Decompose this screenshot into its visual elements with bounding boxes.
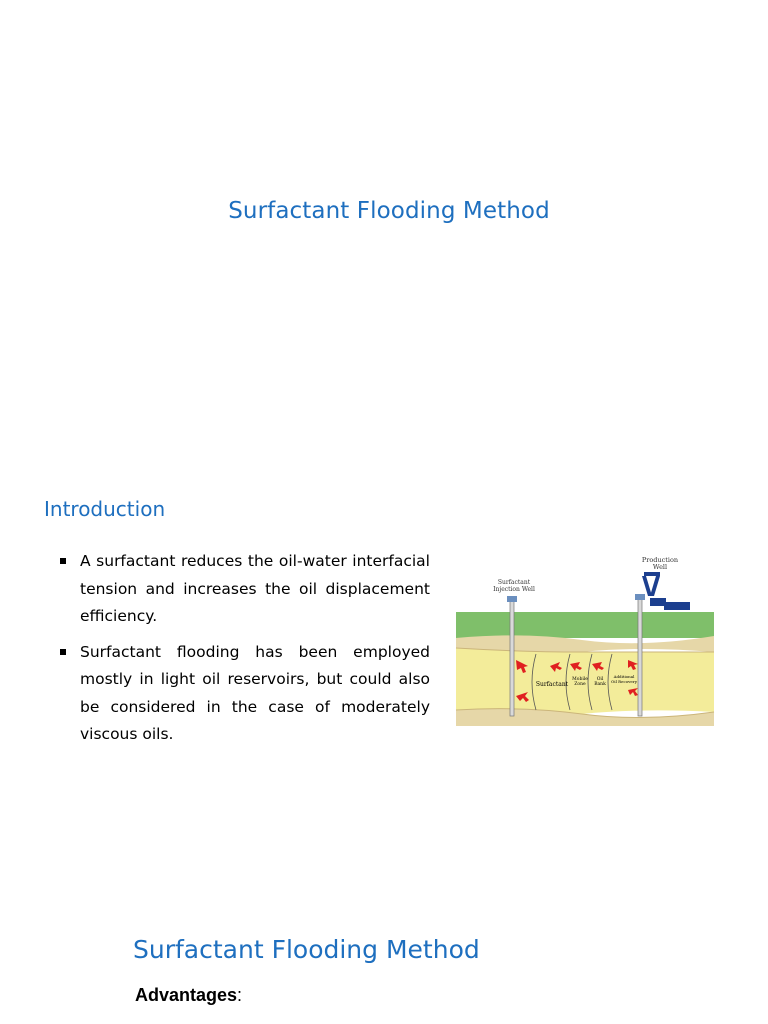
advantages-colon: :: [237, 985, 243, 1005]
square-bullet-icon: [60, 649, 66, 655]
zone-surfactant-label: Surfactant: [535, 681, 569, 688]
injection-wellhead: [507, 596, 517, 602]
square-bullet-icon: [60, 558, 66, 564]
zone-oil-bank-label: Oil Bank: [594, 677, 606, 687]
bullet-item: [58, 548, 430, 631]
section-heading-introduction: Introduction: [44, 497, 166, 521]
injection-well-pipe: [510, 600, 514, 716]
injection-well-label: Surfactant Injection Well: [493, 579, 535, 593]
slide2-title: Surfactant Flooding Method: [133, 935, 480, 964]
surfactant-flooding-diagram: [452, 548, 716, 732]
bullet-list: [58, 548, 430, 757]
production-wellhead: [635, 594, 645, 600]
slide-title: Surfactant Flooding Method: [228, 198, 550, 224]
advantages-label: Advantages: [135, 985, 238, 1005]
zone-additional-label: Additional Oil Recovery: [611, 674, 637, 684]
bullet-text: A surfactant reduces the oil-water interfacial tension and increases the oil displacement efficiency.: [80, 552, 430, 625]
advantages-heading: [135, 985, 242, 1006]
bullet-text: Surfactant flooding has been employed mostly in light oil reservoirs, but could also be considered in the case of moderately viscous oils.: [80, 642, 430, 743]
production-well-pipe: [638, 598, 642, 716]
ground-layer: [456, 612, 714, 638]
zone-mobile-label: Mobile Zone: [572, 677, 588, 687]
bullet-item: [58, 639, 430, 749]
production-well-label: Production Well: [641, 556, 679, 571]
